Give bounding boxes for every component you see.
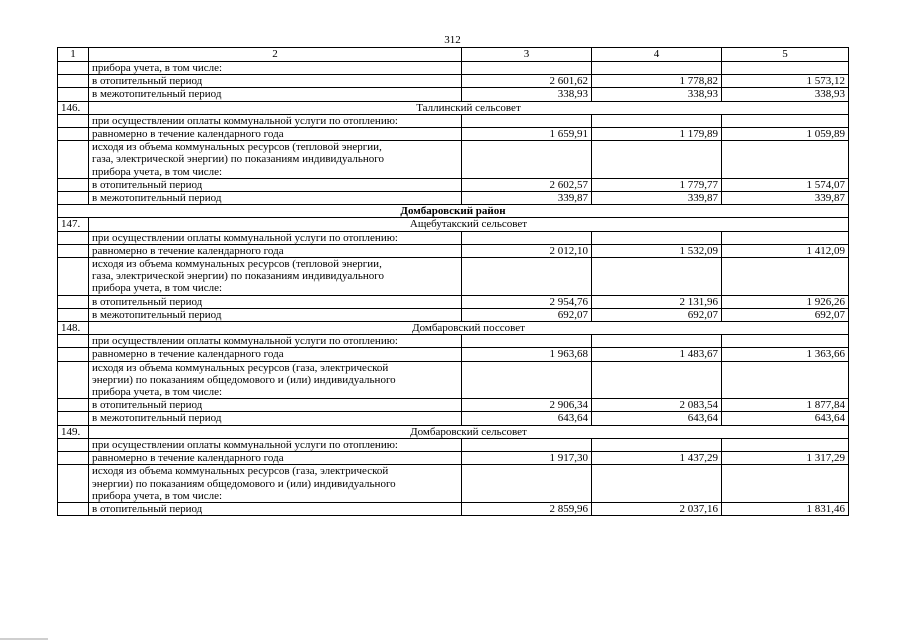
table-row [58,335,849,348]
table-row [58,101,849,114]
item-number [58,75,89,88]
header-cell: 5 [722,48,849,62]
value-col4 [592,361,722,399]
value-col3: 692,07 [462,308,592,321]
value-col5: 1 877,84 [722,399,849,412]
value-col3: 1 659,91 [462,128,592,141]
value-col3: 1 917,30 [462,452,592,465]
table-row [58,205,849,218]
item-number [58,308,89,321]
value-col5 [722,438,849,451]
row-description [89,361,462,399]
description-line: газа, электрической энергии) по показаниям индивидуального [92,270,384,283]
item-number [58,141,89,179]
table-row [58,502,849,515]
table-row [58,452,849,465]
value-col5: 643,64 [722,412,849,425]
row-description: прибора учета, в том числе: [89,62,462,75]
value-col4: 1 778,82 [592,75,722,88]
row-description: равномерно в течение календарного года [89,452,462,465]
table-row [58,399,849,412]
value-col5 [722,114,849,127]
item-number [58,465,89,503]
item-number [58,114,89,127]
item-number [58,335,89,348]
settlement-name: Ащебутакский сельсовет [89,218,849,231]
description-line: энергии) по показаниям общедомового и (или) индивидуального [92,373,396,386]
value-col5 [722,231,849,244]
row-description: в отопительный период [89,399,462,412]
value-col4: 643,64 [592,412,722,425]
table-row [58,258,849,296]
row-description [89,465,462,503]
item-number [58,231,89,244]
item-number [58,178,89,191]
item-number [58,88,89,101]
value-col4 [592,231,722,244]
value-col4: 1 532,09 [592,244,722,257]
item-number [58,412,89,425]
value-col3: 1 963,68 [462,348,592,361]
item-number [58,438,89,451]
description-line: газа, электрической энергии) по показаниям индивидуального [92,153,384,166]
value-col5: 1 573,12 [722,75,849,88]
value-col3: 2 602,57 [462,178,592,191]
table-row [58,438,849,451]
header-cell: 3 [462,48,592,62]
row-description: при осуществлении оплаты коммунальной услуги по отоплению: [89,335,462,348]
value-col5: 692,07 [722,308,849,321]
value-col4: 1 179,89 [592,128,722,141]
settlement-name: Домбаровский сельсовет [89,425,849,438]
table-header-row [58,48,849,62]
value-col4: 1 779,77 [592,178,722,191]
description-line: прибора учета, в том числе: [92,165,223,178]
value-col4: 2 083,54 [592,399,722,412]
value-col3: 2 601,62 [462,75,592,88]
item-number: 147. [58,218,89,231]
value-col3: 2 012,10 [462,244,592,257]
value-col3 [462,231,592,244]
table-body [58,62,849,516]
row-description: в межотопительный период [89,308,462,321]
table-row [58,465,849,503]
value-col4 [592,335,722,348]
row-description: при осуществлении оплаты коммунальной услуги по отоплению: [89,114,462,127]
row-description: равномерно в течение календарного года [89,128,462,141]
item-number: 146. [58,101,89,114]
value-col5: 1 412,09 [722,244,849,257]
table-row [58,425,849,438]
value-col5: 1 831,46 [722,502,849,515]
value-col4 [592,438,722,451]
value-col5: 1 926,26 [722,295,849,308]
table-row [58,361,849,399]
value-col5: 1 574,07 [722,178,849,191]
table-row [58,322,849,335]
district-heading: Домбаровский район [58,205,849,218]
value-col3 [462,141,592,179]
description-line: исходя из объема коммунальных ресурсов (тепловой энергии, [92,141,382,154]
table-row [58,192,849,205]
value-col4 [592,62,722,75]
value-col3: 339,87 [462,192,592,205]
item-number [58,244,89,257]
row-description: при осуществлении оплаты коммунальной услуги по отоплению: [89,438,462,451]
item-number [58,62,89,75]
value-col3: 2 906,34 [462,399,592,412]
table-row [58,348,849,361]
table-row [58,141,849,179]
header-cell: 1 [58,48,89,62]
value-col5 [722,141,849,179]
table-row [58,231,849,244]
value-col5 [722,62,849,75]
description-line: прибора учета, в том числе: [92,386,223,399]
value-col5: 1 363,66 [722,348,849,361]
table-row [58,244,849,257]
item-number [58,399,89,412]
value-col5: 1 059,89 [722,128,849,141]
table-row [58,295,849,308]
value-col5 [722,258,849,296]
description-line: исходя из объема коммунальных ресурсов (газа, электрической [92,361,389,374]
value-col3 [462,465,592,503]
row-description: в отопительный период [89,178,462,191]
row-description: равномерно в течение календарного года [89,244,462,257]
value-col4: 338,93 [592,88,722,101]
description-line: исходя из объема коммунальных ресурсов (тепловой энергии, [92,258,382,271]
row-description: в межотопительный период [89,412,462,425]
value-col3: 2 859,96 [462,502,592,515]
value-col5: 1 317,29 [722,452,849,465]
value-col3 [462,335,592,348]
value-col4: 1 483,67 [592,348,722,361]
row-description: в отопительный период [89,295,462,308]
item-number: 149. [58,425,89,438]
value-col3 [462,62,592,75]
table-row [58,218,849,231]
value-col4 [592,465,722,503]
value-col5: 338,93 [722,88,849,101]
value-col3: 338,93 [462,88,592,101]
item-number [58,452,89,465]
row-description: в межотопительный период [89,192,462,205]
header-cell: 2 [89,48,462,62]
value-col3 [462,258,592,296]
value-col3: 2 954,76 [462,295,592,308]
description-line: прибора учета, в том числе: [92,282,223,295]
settlement-name: Таллинский сельсовет [89,101,849,114]
item-number [58,192,89,205]
value-col5 [722,465,849,503]
row-description [89,258,462,296]
description-line: энергии) по показаниям общедомового и (или) индивидуального [92,477,396,490]
value-col3: 643,64 [462,412,592,425]
value-col5 [722,335,849,348]
value-col5 [722,361,849,399]
item-number [58,348,89,361]
row-description: в отопительный период [89,75,462,88]
description-line: прибора учета, в том числе: [92,489,223,502]
value-col4: 2 037,16 [592,502,722,515]
item-number [58,361,89,399]
item-number [58,295,89,308]
value-col4 [592,258,722,296]
table-row [58,308,849,321]
table-row [58,62,849,75]
row-description: при осуществлении оплаты коммунальной услуги по отоплению: [89,231,462,244]
value-col4: 339,87 [592,192,722,205]
row-description: равномерно в течение календарного года [89,348,462,361]
settlement-name: Домбаровский поссовет [89,322,849,335]
table-row [58,412,849,425]
table-row [58,88,849,101]
value-col3 [462,114,592,127]
table-row [58,75,849,88]
row-description [89,141,462,179]
row-description: в межотопительный период [89,88,462,101]
table-row [58,114,849,127]
table-row [58,128,849,141]
item-number [58,502,89,515]
value-col3 [462,361,592,399]
header-cell: 4 [592,48,722,62]
value-col4: 1 437,29 [592,452,722,465]
item-number [58,258,89,296]
table-row [58,178,849,191]
item-number [58,128,89,141]
tariff-table [57,47,849,516]
row-description: в отопительный период [89,502,462,515]
description-line: исходя из объема коммунальных ресурсов (газа, электрической [92,465,389,478]
value-col4: 2 131,96 [592,295,722,308]
value-col3 [462,438,592,451]
value-col4 [592,141,722,179]
value-col5: 339,87 [722,192,849,205]
item-number: 148. [58,322,89,335]
page-number: 312 [444,34,461,46]
value-col4: 692,07 [592,308,722,321]
value-col4 [592,114,722,127]
